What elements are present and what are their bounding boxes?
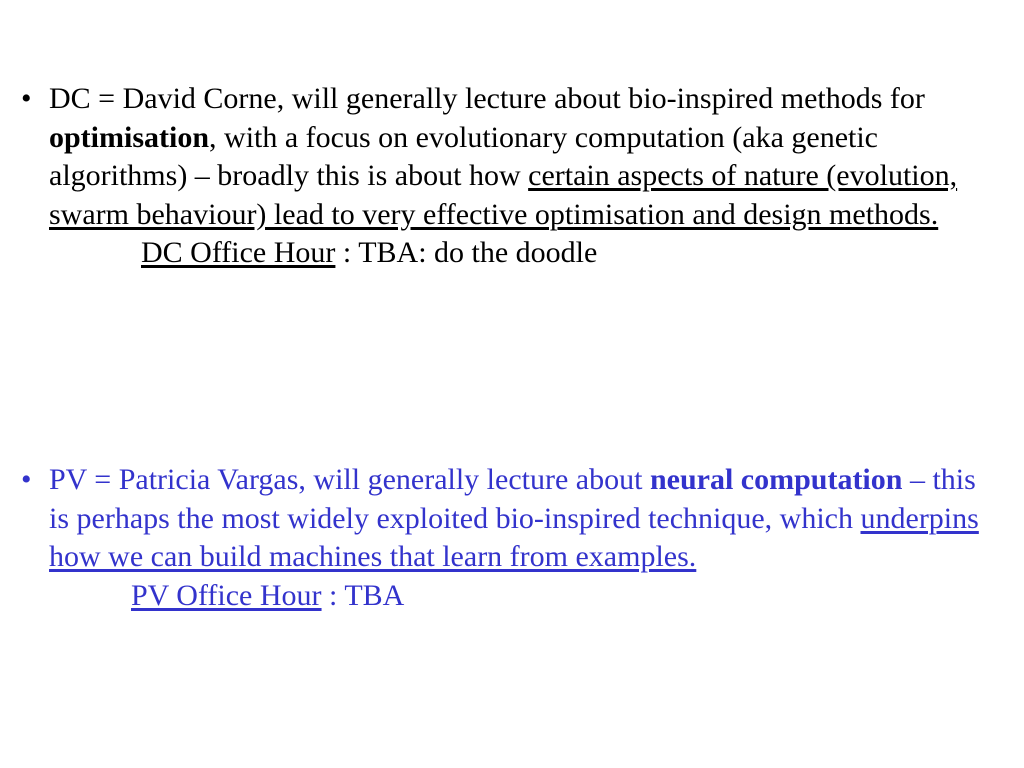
pv-underlined-summary: underpins how we can build machines that learn from examples.	[49, 501, 979, 573]
dc-intro: DC = David Corne, will generally lecture about bio-inspired methods for	[49, 82, 925, 115]
dc-office-hour-label: DC Office Hour	[141, 236, 336, 269]
dc-bold-topic: optimisation	[49, 120, 210, 154]
bullet-dc-text	[49, 80, 996, 273]
bullet-dc	[21, 80, 996, 273]
dc-office-hour	[141, 234, 996, 273]
bullet-pv-text	[49, 461, 996, 615]
pv-office-hour-value: : TBA	[321, 578, 405, 612]
bullet-dot: •	[21, 463, 32, 496]
dc-underlined-summary: certain aspects of nature (evolution, swarm behaviour) lead to very effective optimisation and design methods.	[49, 159, 958, 231]
bullet-dot: •	[21, 82, 32, 115]
pv-intro: PV = Patricia Vargas, will generally lecture about	[49, 463, 650, 496]
dc-description: , with a focus on evolutionary computation (aka genetic algorithms) – broadly this is about how	[49, 120, 878, 192]
pv-description: – this is perhaps the most widely exploited bio-inspired technique, which	[49, 463, 976, 535]
pv-office-hour-label: PV Office Hour	[131, 578, 322, 612]
pv-office-hour	[131, 577, 996, 616]
dc-office-hour-value: : TBA: do the doodle	[335, 236, 598, 269]
bullet-pv	[21, 461, 996, 615]
pv-bold-topic: neural computation	[649, 463, 903, 496]
